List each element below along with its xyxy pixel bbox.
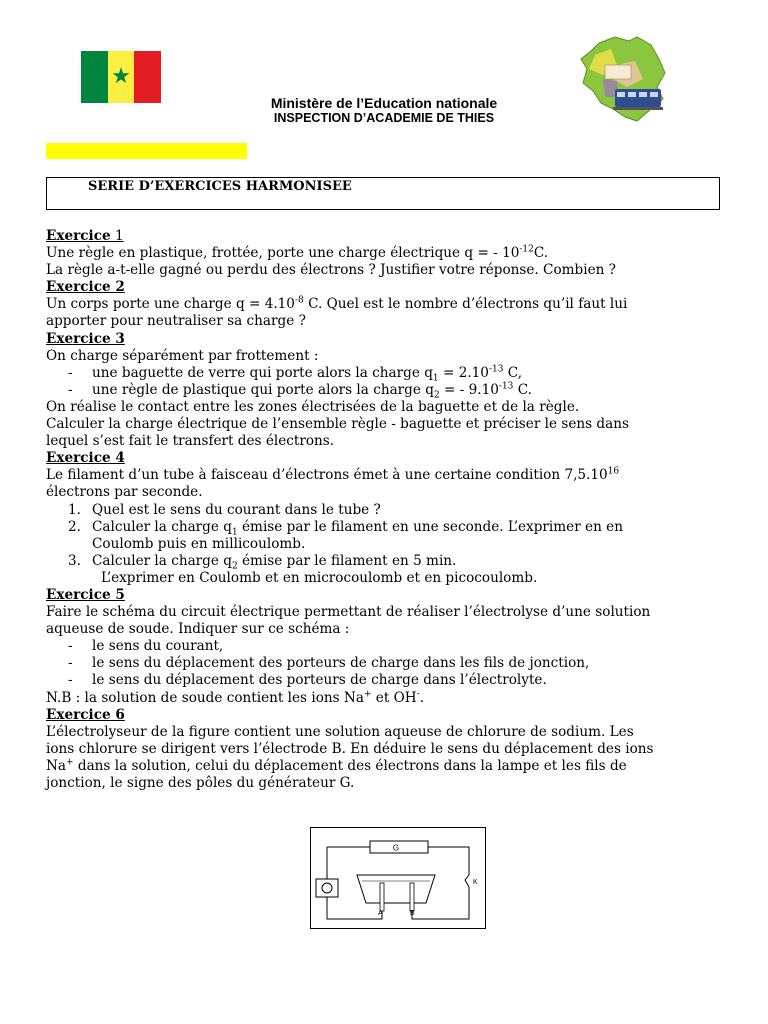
electrode-b [410, 883, 414, 911]
inspection-name: INSPECTION D’ACADEMIE DE THIES [273, 111, 495, 125]
electrolysis-circuit-figure [310, 827, 486, 929]
exercise-5-note: N.B : la solution de soude contient les ions Na+ et OH-. [46, 689, 425, 706]
yellow-highlight [46, 143, 247, 159]
title-box [46, 177, 720, 210]
exercise-6-line: jonction, le signe des pôles du générateur G. [46, 775, 355, 791]
exercise-6-line: ions chlorure se dirigent vers l’électrode B. En déduire le sens du déplacement des ions [46, 740, 654, 757]
list-item: - une règle de plastique qui porte alors la charge $q_2$ = - $9.10^{-13}$ C. [68, 381, 532, 401]
list-item-continuation: Coulomb puis en millicoulomb. [92, 535, 306, 552]
exercise-3-line: On réalise le contact entre les zones électrisées de la baguette et de la règle. [46, 398, 580, 415]
ministry-name: Ministère de l’Education nationale [270, 95, 498, 111]
exercise-5-line: aqueuse de soude. Indiquer sur ce schéma : [46, 621, 350, 638]
exercise-2-heading: Exercice 2 [46, 279, 125, 296]
exercise-4-line: Le filament d’un tube à faisceau d’électrons émet à une certaine condition 7,5.10$^{16}$ [46, 466, 620, 484]
list-item: - le sens du courant, [68, 638, 224, 655]
electrode-b-label: B [410, 910, 415, 917]
exercise-1-line: La règle a-t-elle gagné ou perdu des électrons ? Justifier votre réponse. Combien ? [46, 262, 616, 279]
electrolyser-vessel [357, 875, 435, 903]
exercise-6-heading: Exercice 6 [46, 706, 125, 723]
list-item-continuation: L’exprimer en Coulomb et en microcoulomb et en picocoulomb. [101, 569, 538, 586]
exercise-content [46, 228, 726, 792]
list-item: 2. Calculer la charge $q_1$ émise par le filament en une seconde. L’exprimer en en [68, 518, 623, 538]
electrode-a [380, 883, 384, 911]
list-item: 3. Calculer la charge $q_2$ émise par le filament en 5 min. [68, 552, 457, 572]
exercise-2-line: Un corps porte une charge $q = 4.10^{-8}$ C. Quel est le nombre d’électrons qu’il faut lui [46, 295, 628, 313]
exercise-4-line: électrons par seconde. [46, 484, 203, 501]
exercise-2-line: apporter pour neutraliser sa charge ? [46, 313, 306, 330]
ministry-header [0, 95, 768, 126]
exercise-3-heading: Exercice 3 [46, 330, 125, 347]
list-item: - une baguette de verre qui porte alors la charge $q_1 = 2.10^{-13}$ C, [68, 364, 523, 384]
exercise-1-heading: Exercice 1 [46, 228, 124, 244]
lamp-icon [316, 879, 338, 897]
list-item: - le sens du déplacement des porteurs de charge dans l’électrolyte. [68, 672, 547, 689]
list-item: 1. Quel est le sens du courant dans le tube ? [68, 501, 381, 518]
exercise-3-line: Calculer la charge électrique de l’ensemble règle - baguette et préciser le sens dans [46, 416, 629, 433]
exercise-3-line: On charge séparément par frottement : [46, 347, 319, 364]
electrode-a-label: A [378, 910, 383, 917]
exercise-3-line: lequel s’est fait le transfert des électrons. [46, 433, 335, 450]
exercise-4-heading: Exercice 4 [46, 450, 125, 467]
exercise-6-line: L’électrolyseur de la figure contient une solution aqueuse de chlorure de sodium. Les [46, 723, 634, 740]
exercise-5-line: Faire le schéma du circuit électrique permettant de réaliser l’électrolyse d’une solution [46, 604, 651, 621]
series-title: SERIE D’EXERCICES HARMONISEE [88, 179, 352, 194]
exercise-5-heading: Exercice 5 [46, 586, 125, 603]
exercise-6-line: Na+ dans la solution, celui du déplacement des électrons dans la lampe et les fils de [46, 757, 627, 774]
generator-label: G [392, 843, 400, 853]
list-item: - le sens du déplacement des porteurs de charge dans les fils de jonction, [68, 655, 590, 672]
switch-label: K [473, 879, 478, 886]
flag-star-icon: ★ [111, 64, 131, 89]
exercise-1-line: Une règle en plastique, frottée, porte une charge électrique q = - $10^{-12}C$. [46, 244, 549, 262]
